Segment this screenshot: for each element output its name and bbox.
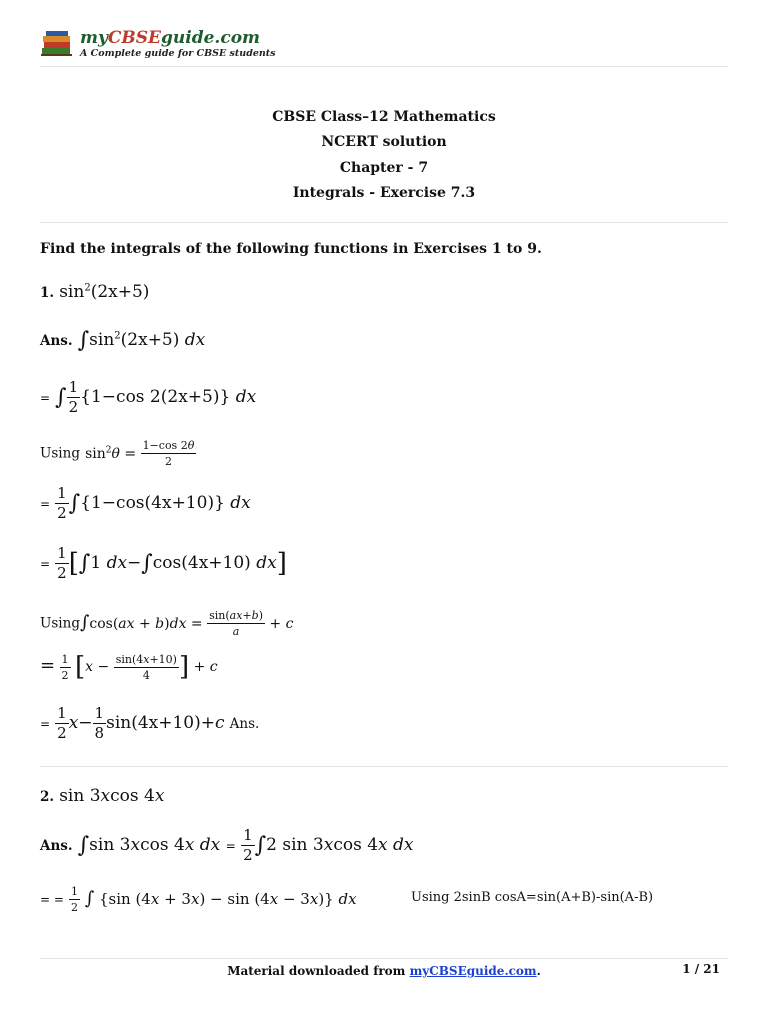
question-1 [40,282,149,302]
math-expression: ∫cos(ax + b)dx = $\frac{\sin(ax+b)}{a}$ + c [79,609,294,638]
math-expression: $\frac{1}{2}$ ∫{1−cos(4x+10)} dx [57,484,251,522]
q1-step-1 [40,380,256,415]
q1-identity [40,440,196,467]
footer-prefix: Material downloaded from [227,964,410,978]
footer-divider [40,958,728,959]
equals-sign: = = [40,892,64,907]
header-divider [40,66,728,67]
math-expression: = $\frac{1}{2}$ [x − $\frac{\sin(4x+10)}{4}$ ] + c [40,652,218,682]
math-expression: $\frac{1}{2}$ x− $\frac{1}{8}$ sin(4x+10)+c [57,704,225,742]
exercise-title: Integrals - Exercise 7.3 [292,185,476,201]
math-expression: ∫ $\frac{1}{2}$ {1−cos 2(2x+5)} dx [55,378,257,416]
site-logo[interactable] [40,28,276,62]
equals-sign: = [40,391,51,405]
logo-title: myCBSEguide.com [80,28,261,48]
math-expression: sin 3xcos 4x [59,786,165,806]
q2-identity: Using 2sinB cosA=sin(A+B)-sin(A-B) [411,890,654,905]
footer-link[interactable]: myCBSEguide.com [409,964,537,978]
page-number: 1 / 21 [682,962,720,976]
books-icon [40,30,74,58]
using-label: Using [40,615,80,632]
course-title: CBSE Class–12 Mathematics [272,109,496,125]
logo-tagline: A Complete guide for CBSE students [80,48,276,59]
equals-sign: = [40,497,51,511]
q1-step-2 [40,486,251,521]
q1-final [40,706,259,741]
q2-answer-line [40,828,414,863]
question-2 [40,786,164,806]
math-expression: ∫sin 3xcos 4x dx = $\frac{1}{2}$ ∫2 sin 3xcos 4x dx [77,826,414,864]
chapter-label: Chapter - 7 [339,160,429,176]
math-expression: $\sin^2\theta$ = $\frac{1-\cos 2\theta}{2}$ [85,439,195,468]
q1-step-3 [40,546,287,581]
q1-formula [40,610,293,637]
answer-label: Ans. [40,838,73,854]
q1-step-4 [40,652,218,682]
footer-suffix: . [536,964,541,978]
equals-sign: = [40,717,51,731]
question-divider [40,766,728,767]
footer-text [0,964,768,978]
q1-answer-line [40,328,205,353]
question-number: 2. [40,789,55,805]
math-expression: $\frac{1}{2}$ ∫ {sin (4x + 3x) − sin (4x − 3x)} dx [71,885,357,914]
equals-sign: = [40,557,51,571]
using-label: Using [40,445,80,462]
math-expression: $\sin^2(2x+5)$ [59,282,150,302]
q2-step-1 [40,886,357,913]
answer-label: Ans. [40,333,73,349]
question-number: 1. [40,285,55,301]
title-divider [40,222,728,223]
instructions: Find the integrals of the following functions in Exercises 1 to 9. [40,241,542,257]
doc-type: NCERT solution [321,134,447,150]
math-expression: $\int\sin^2(2x+5)$ dx [77,328,206,353]
math-expression: $\frac{1}{2}$ [∫1 dx−∫cos(4x+10) dx] [57,544,287,582]
answer-suffix: Ans. [229,716,260,732]
